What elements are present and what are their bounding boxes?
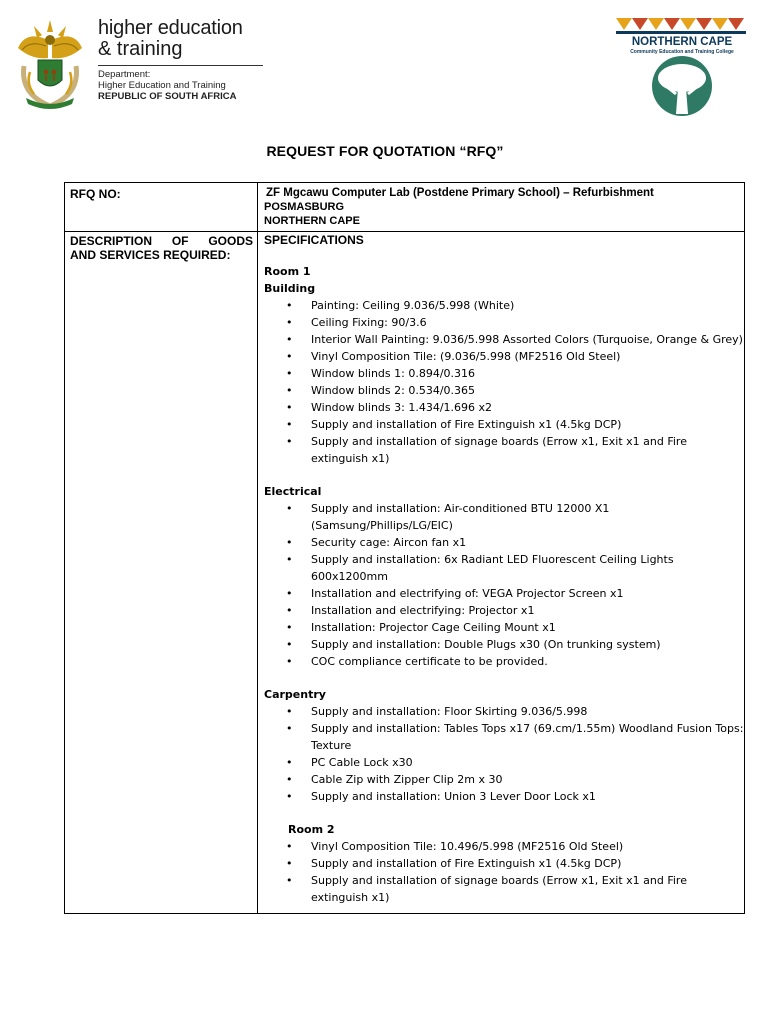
brand-line-2: & training: [98, 38, 183, 60]
rfq-no-label: RFQ NO:: [70, 187, 121, 201]
list-item: [264, 754, 744, 771]
list-item-text: Security cage: Aircon fan x1: [311, 536, 467, 549]
list-item: [264, 585, 744, 602]
list-item: [264, 653, 744, 670]
list-item: [264, 788, 744, 805]
bullet-icon: •: [286, 401, 293, 414]
list-item-text: Window blinds 1: 0.894/0.316: [311, 367, 476, 380]
specifications-cell: [264, 233, 744, 906]
list-item: [264, 331, 744, 348]
list-item: [264, 872, 744, 906]
list-item: [264, 500, 744, 534]
dept-line-2: Higher Education and Training: [98, 80, 226, 91]
carpentry-heading: Carpentry: [264, 688, 326, 701]
bullet-icon: •: [286, 705, 293, 718]
building-heading: Building: [264, 282, 316, 295]
dhet-text-block: [98, 18, 268, 102]
list-item: [264, 399, 744, 416]
brand-line-1: higher education: [98, 17, 243, 39]
room-2-heading: Room 2: [288, 823, 335, 836]
bullet-icon: •: [286, 655, 293, 668]
bullet-icon: •: [286, 299, 293, 312]
list-item-text: Supply and installation: Tables Tops x17 (69.cm/1.55m) Woodland Fusion Tops: Texture: [311, 722, 744, 752]
electrical-list: [264, 500, 744, 670]
bullet-icon: •: [286, 587, 293, 600]
bullet-icon: •: [286, 316, 293, 329]
bullet-icon: •: [286, 756, 293, 769]
list-item-text: Interior Wall Painting: 9.036/5.998 Assorted Colors (Turquoise, Orange & Grey): [311, 333, 743, 346]
nc-cet-logo: [612, 16, 750, 118]
carpentry-list: [264, 703, 744, 805]
bullet-icon: •: [286, 384, 293, 397]
list-item-text: Supply and installation: Union 3 Lever Door Lock x1: [311, 790, 596, 803]
list-item-text: Supply and installation: Floor Skirting 9.036/5.998: [311, 705, 588, 718]
bullet-icon: •: [286, 773, 293, 786]
list-item-text: Supply and installation of Fire Extinguish x1 (4.5kg DCP): [311, 418, 622, 431]
list-item-text: Vinyl Composition Tile: (9.036/5.998 (MF2516 Old Steel): [311, 350, 621, 363]
list-item-text: Ceiling Fixing: 90/3.6: [311, 316, 427, 329]
dept-line-3: REPUBLIC OF SOUTH AFRICA: [98, 91, 237, 102]
list-item-text: Window blinds 2: 0.534/0.365: [311, 384, 476, 397]
list-item: [264, 636, 744, 653]
tree-icon: [612, 16, 750, 118]
bullet-icon: •: [286, 350, 293, 363]
list-item: [264, 534, 744, 551]
bullet-icon: •: [286, 536, 293, 549]
rfq-province: NORTHERN CAPE: [264, 215, 360, 227]
rfq-no-value: [264, 186, 739, 228]
page-header: [0, 0, 770, 125]
list-item: [264, 551, 744, 585]
table-row-divider: [65, 231, 744, 232]
coat-of-arms-icon: [12, 18, 88, 110]
list-item: [264, 703, 744, 720]
description-label-word-2: OF: [171, 234, 189, 248]
list-item: [264, 433, 744, 467]
list-item-text: Supply and installation of signage boards (Errow x1, Exit x1 and Fire extinguish x1): [311, 874, 687, 904]
building-list: [264, 297, 744, 467]
room-2-list: [264, 838, 744, 906]
list-item-text: Painting: Ceiling 9.036/5.998 (White): [311, 299, 515, 312]
list-item: [264, 314, 744, 331]
list-item: [264, 602, 744, 619]
list-item: [264, 382, 744, 399]
list-item-text: Supply and installation: Double Plugs x30 (On trunking system): [311, 638, 661, 651]
bullet-icon: •: [286, 874, 293, 887]
bullet-icon: •: [286, 621, 293, 634]
list-item-text: Vinyl Composition Tile: 10.496/5.998 (MF2516 Old Steel): [311, 840, 624, 853]
list-item-text: Installation and electrifying: Projector x1: [311, 604, 535, 617]
description-label-line-2: AND SERVICES REQUIRED:: [70, 248, 231, 262]
bullet-icon: •: [286, 790, 293, 803]
bullet-icon: •: [286, 418, 293, 431]
rfq-town: POSMASBURG: [264, 201, 345, 213]
list-item: [264, 720, 744, 754]
divider: [98, 65, 263, 66]
list-item-text: Installation and electrifying of: VEGA Projector Screen x1: [311, 587, 624, 600]
list-item: [264, 365, 744, 382]
electrical-heading: Electrical: [264, 485, 322, 498]
nc-subtitle: Community Education and Training College: [630, 49, 734, 55]
bullet-icon: •: [286, 502, 293, 515]
list-item: [264, 771, 744, 788]
list-item-text: Installation: Projector Cage Ceiling Mount x1: [311, 621, 556, 634]
description-label: [70, 234, 253, 262]
list-item: [264, 348, 744, 365]
rfq-table: [64, 182, 745, 914]
list-item: [264, 619, 744, 636]
bullet-icon: •: [286, 638, 293, 651]
bullet-icon: •: [286, 553, 293, 566]
list-item: [264, 416, 744, 433]
list-item-text: PC Cable Lock x30: [311, 756, 413, 769]
bullet-icon: •: [286, 840, 293, 853]
description-label-word-1: DESCRIPTION: [70, 234, 153, 248]
specifications-heading: SPECIFICATIONS: [264, 233, 364, 247]
bullet-icon: •: [286, 435, 293, 448]
room-1-heading: Room 1: [264, 265, 311, 278]
list-item-text: Supply and installation: Air-conditioned BTU 12000 X1 (Samsung/Phillips/LG/EIC): [311, 502, 610, 532]
list-item-text: Window blinds 3: 1.434/1.696 x2: [311, 401, 493, 414]
dhet-logo: [12, 18, 262, 110]
bullet-icon: •: [286, 722, 293, 735]
rfq-project-name: ZF Mgcawu Computer Lab (Postdene Primary School) – Refurbishment: [266, 187, 654, 199]
document-title: REQUEST FOR QUOTATION “RFQ”: [266, 143, 504, 159]
dept-line-1: Department:: [98, 69, 151, 80]
description-label-word-3: GOODS: [208, 234, 253, 248]
list-item-text: Supply and installation: 6x Radiant LED Fluorescent Ceiling Lights 600x1200mm: [311, 553, 674, 583]
list-item: [264, 838, 744, 855]
list-item: [264, 855, 744, 872]
bullet-icon: •: [286, 857, 293, 870]
list-item-text: Supply and installation of signage boards (Errow x1, Exit x1 and Fire extinguish x1): [311, 435, 687, 465]
table-column-divider: [257, 183, 258, 913]
list-item: [264, 297, 744, 314]
bullet-icon: •: [286, 367, 293, 380]
list-item-text: Cable Zip with Zipper Clip 2m x 30: [311, 773, 503, 786]
list-item-text: Supply and installation of Fire Extinguish x1 (4.5kg DCP): [311, 857, 622, 870]
bullet-icon: •: [286, 333, 293, 346]
list-item-text: COC compliance certificate to be provided.: [311, 655, 548, 668]
bullet-icon: •: [286, 604, 293, 617]
nc-title: NORTHERN CAPE: [631, 36, 733, 48]
